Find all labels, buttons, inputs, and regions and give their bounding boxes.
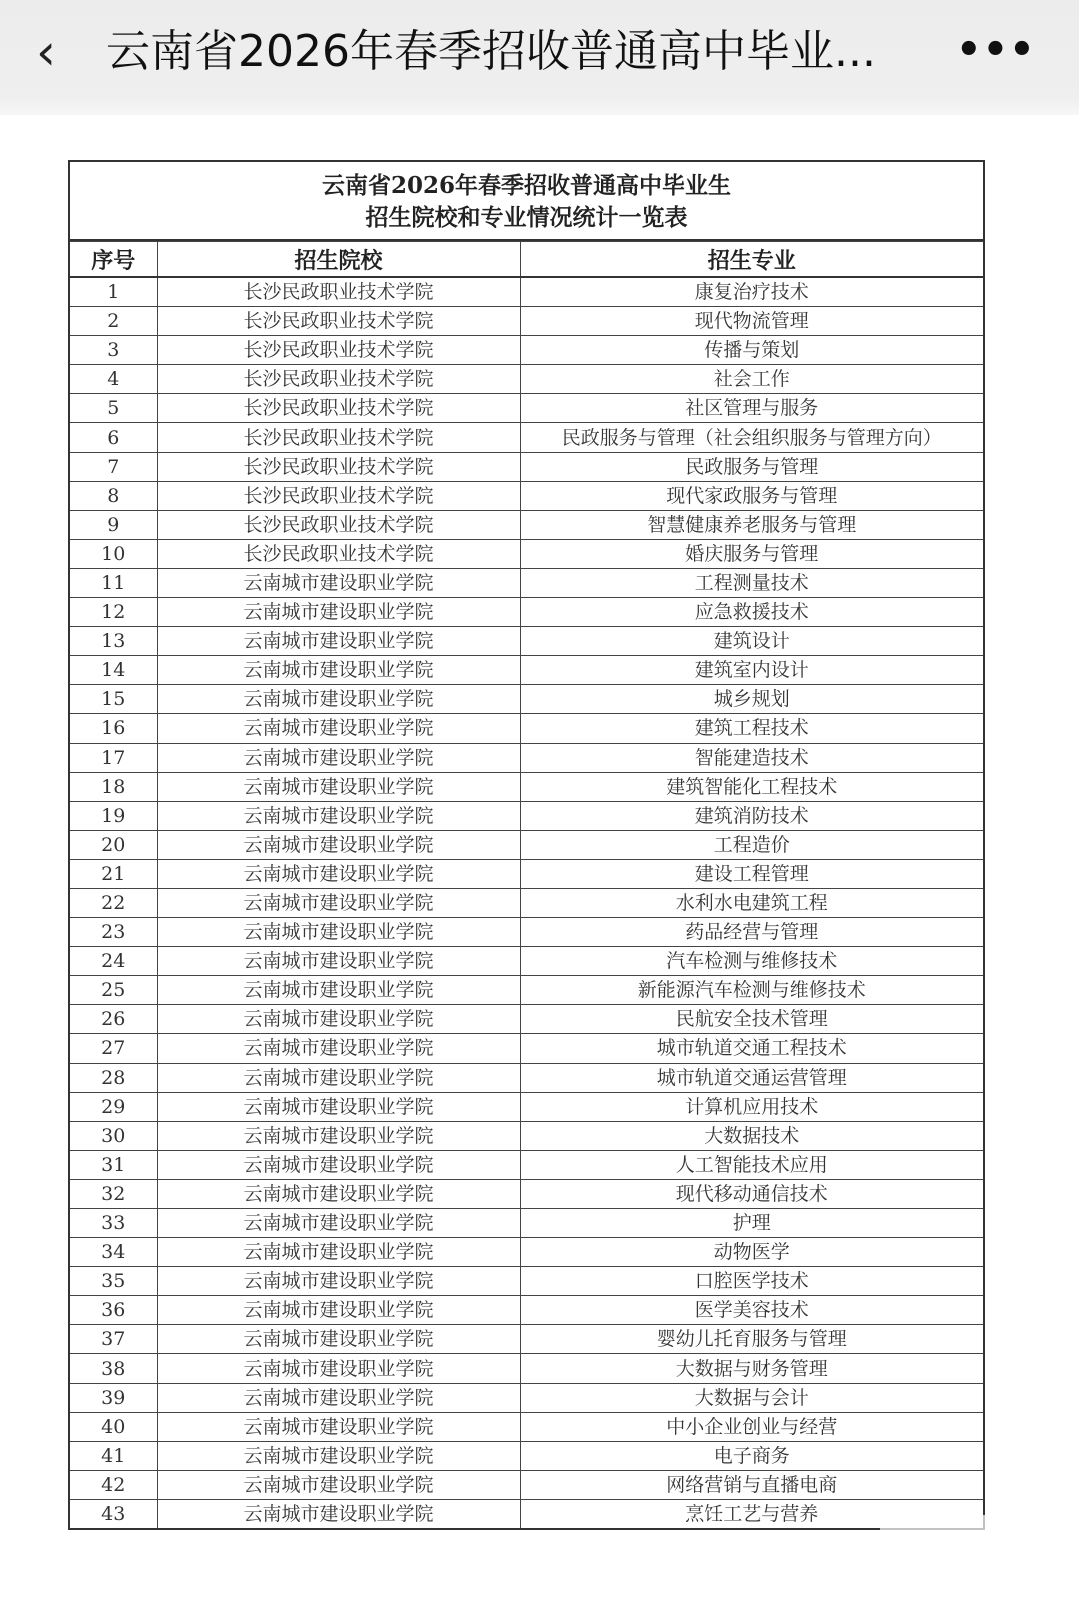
cell-index: 24 — [70, 947, 157, 976]
cell-major: 现代物流管理 — [520, 307, 983, 336]
cell-major: 智能建造技术 — [520, 743, 983, 772]
table-row — [70, 1412, 983, 1441]
caption-line-2: 招生院校和专业情况统计一览表 — [365, 204, 688, 231]
cell-major: 动物医学 — [520, 1238, 983, 1267]
cell-index: 2 — [70, 307, 157, 336]
cell-school: 云南城市建设职业学院 — [157, 1121, 520, 1150]
cell-index: 36 — [70, 1296, 157, 1325]
table-row — [70, 336, 983, 365]
cell-major: 民政服务与管理 — [520, 452, 983, 481]
cell-major: 婴幼儿托育服务与管理 — [520, 1325, 983, 1354]
cell-index: 40 — [70, 1412, 157, 1441]
cell-index: 43 — [70, 1499, 157, 1528]
cell-school: 长沙民政职业技术学院 — [157, 452, 520, 481]
table-row — [70, 1121, 983, 1150]
cell-school: 云南城市建设职业学院 — [157, 1150, 520, 1179]
cell-index: 25 — [70, 976, 157, 1005]
cell-major: 民政服务与管理（社会组织服务与管理方向） — [520, 423, 983, 452]
table-row — [70, 1179, 983, 1208]
table-row — [70, 947, 983, 976]
cell-school: 云南城市建设职业学院 — [157, 1179, 520, 1208]
table-row — [70, 423, 983, 452]
cell-major: 大数据与会计 — [520, 1383, 983, 1412]
cell-major: 烹饪工艺与营养 — [520, 1499, 983, 1528]
cell-major: 现代移动通信技术 — [520, 1179, 983, 1208]
table-row — [70, 976, 983, 1005]
cell-school: 云南城市建设职业学院 — [157, 627, 520, 656]
cell-major: 口腔医学技术 — [520, 1267, 983, 1296]
table-row — [70, 801, 983, 830]
cell-school: 云南城市建设职业学院 — [157, 1092, 520, 1121]
cell-school: 云南城市建设职业学院 — [157, 888, 520, 917]
table-row — [70, 714, 983, 743]
table-row — [70, 1063, 983, 1092]
cell-major: 应急救援技术 — [520, 598, 983, 627]
top-navigation-bar — [0, 0, 1079, 115]
cell-school: 云南城市建设职业学院 — [157, 1034, 520, 1063]
cell-school: 长沙民政职业技术学院 — [157, 394, 520, 423]
cell-school: 云南城市建设职业学院 — [157, 1267, 520, 1296]
cell-school: 云南城市建设职业学院 — [157, 1209, 520, 1238]
table-row — [70, 1238, 983, 1267]
cell-school: 云南城市建设职业学院 — [157, 830, 520, 859]
table-row — [70, 685, 983, 714]
cell-school: 长沙民政职业技术学院 — [157, 307, 520, 336]
cell-school: 云南城市建设职业学院 — [157, 1354, 520, 1383]
watermark-overlay — [880, 1515, 1030, 1545]
cell-index: 37 — [70, 1325, 157, 1354]
table-row — [70, 1499, 983, 1528]
header-school: 招生院校 — [157, 242, 520, 278]
cell-major: 现代家政服务与管理 — [520, 481, 983, 510]
cell-index: 38 — [70, 1354, 157, 1383]
cell-major: 建设工程管理 — [520, 859, 983, 888]
cell-major: 建筑智能化工程技术 — [520, 772, 983, 801]
table-row — [70, 452, 983, 481]
cell-school: 长沙民政职业技术学院 — [157, 510, 520, 539]
table-row — [70, 539, 983, 568]
cell-school: 云南城市建设职业学院 — [157, 1383, 520, 1412]
cell-index: 7 — [70, 452, 157, 481]
cell-school: 云南城市建设职业学院 — [157, 1296, 520, 1325]
table-row — [70, 743, 983, 772]
table-row — [70, 365, 983, 394]
cell-major: 电子商务 — [520, 1441, 983, 1470]
cell-school: 云南城市建设职业学院 — [157, 1325, 520, 1354]
cell-index: 29 — [70, 1092, 157, 1121]
table-row — [70, 830, 983, 859]
cell-school: 云南城市建设职业学院 — [157, 656, 520, 685]
table-row — [70, 1383, 983, 1412]
caption-line-1: 云南省2026年春季招收普通高中毕业生 — [321, 172, 731, 199]
table-row — [70, 307, 983, 336]
table-row — [70, 1470, 983, 1499]
enrollment-table — [68, 160, 985, 1530]
cell-major: 民航安全技术管理 — [520, 1005, 983, 1034]
cell-school: 云南城市建设职业学院 — [157, 801, 520, 830]
cell-school: 长沙民政职业技术学院 — [157, 336, 520, 365]
cell-major: 新能源汽车检测与维修技术 — [520, 976, 983, 1005]
table-row — [70, 1209, 983, 1238]
cell-major: 城市轨道交通运营管理 — [520, 1063, 983, 1092]
table-row — [70, 888, 983, 917]
header-index: 序号 — [70, 242, 157, 278]
cell-major: 护理 — [520, 1209, 983, 1238]
table-row — [70, 277, 983, 307]
cell-major: 建筑消防技术 — [520, 801, 983, 830]
header-major: 招生专业 — [520, 242, 983, 278]
cell-major: 建筑室内设计 — [520, 656, 983, 685]
table-row — [70, 510, 983, 539]
cell-index: 15 — [70, 685, 157, 714]
cell-index: 5 — [70, 394, 157, 423]
table-row — [70, 1325, 983, 1354]
cell-major: 汽车检测与维修技术 — [520, 947, 983, 976]
cell-index: 3 — [70, 336, 157, 365]
cell-index: 35 — [70, 1267, 157, 1296]
table-row — [70, 394, 983, 423]
cell-index: 28 — [70, 1063, 157, 1092]
cell-index: 18 — [70, 772, 157, 801]
cell-school: 云南城市建设职业学院 — [157, 1499, 520, 1528]
cell-index: 11 — [70, 568, 157, 597]
cell-major: 中小企业创业与经营 — [520, 1412, 983, 1441]
cell-major: 药品经营与管理 — [520, 918, 983, 947]
table-row — [70, 1150, 983, 1179]
table-row — [70, 1441, 983, 1470]
cell-school: 云南城市建设职业学院 — [157, 685, 520, 714]
table-row — [70, 568, 983, 597]
cell-major: 康复治疗技术 — [520, 277, 983, 307]
cell-school: 长沙民政职业技术学院 — [157, 481, 520, 510]
cell-major: 城市轨道交通工程技术 — [520, 1034, 983, 1063]
cell-major: 社区管理与服务 — [520, 394, 983, 423]
cell-index: 16 — [70, 714, 157, 743]
table-row — [70, 859, 983, 888]
cell-index: 22 — [70, 888, 157, 917]
cell-index: 33 — [70, 1209, 157, 1238]
cell-index: 42 — [70, 1470, 157, 1499]
cell-school: 云南城市建设职业学院 — [157, 1238, 520, 1267]
cell-index: 8 — [70, 481, 157, 510]
cell-school: 长沙民政职业技术学院 — [157, 277, 520, 307]
cell-major: 工程造价 — [520, 830, 983, 859]
cell-school: 云南城市建设职业学院 — [157, 772, 520, 801]
table-row — [70, 772, 983, 801]
cell-major: 传播与策划 — [520, 336, 983, 365]
cell-major: 网络营销与直播电商 — [520, 1470, 983, 1499]
cell-school: 长沙民政职业技术学院 — [157, 423, 520, 452]
table-row — [70, 1005, 983, 1034]
cell-school: 云南城市建设职业学院 — [157, 918, 520, 947]
cell-major: 医学美容技术 — [520, 1296, 983, 1325]
cell-index: 39 — [70, 1383, 157, 1412]
cell-school: 云南城市建设职业学院 — [157, 1441, 520, 1470]
cell-school: 云南城市建设职业学院 — [157, 1063, 520, 1092]
cell-major: 水利水电建筑工程 — [520, 888, 983, 917]
table-row — [70, 918, 983, 947]
table-row — [70, 627, 983, 656]
table-row — [70, 656, 983, 685]
cell-school: 云南城市建设职业学院 — [157, 1005, 520, 1034]
back-icon[interactable]: ‹ — [36, 23, 56, 81]
cell-school: 长沙民政职业技术学院 — [157, 365, 520, 394]
cell-index: 30 — [70, 1121, 157, 1150]
table-body — [70, 277, 983, 1528]
cell-major: 建筑工程技术 — [520, 714, 983, 743]
cell-index: 6 — [70, 423, 157, 452]
cell-index: 23 — [70, 918, 157, 947]
cell-major: 大数据与财务管理 — [520, 1354, 983, 1383]
table-row — [70, 1267, 983, 1296]
cell-major: 人工智能技术应用 — [520, 1150, 983, 1179]
cell-index: 32 — [70, 1179, 157, 1208]
cell-school: 云南城市建设职业学院 — [157, 743, 520, 772]
cell-major: 社会工作 — [520, 365, 983, 394]
cell-index: 34 — [70, 1238, 157, 1267]
cell-school: 云南城市建设职业学院 — [157, 1470, 520, 1499]
cell-school: 云南城市建设职业学院 — [157, 947, 520, 976]
cell-major: 城乡规划 — [520, 685, 983, 714]
cell-school: 云南城市建设职业学院 — [157, 714, 520, 743]
table-header-row — [70, 242, 983, 278]
cell-index: 10 — [70, 539, 157, 568]
table-row — [70, 1296, 983, 1325]
table-row — [70, 1034, 983, 1063]
cell-index: 1 — [70, 277, 157, 307]
cell-school: 云南城市建设职业学院 — [157, 859, 520, 888]
cell-major: 工程测量技术 — [520, 568, 983, 597]
table-row — [70, 481, 983, 510]
cell-index: 41 — [70, 1441, 157, 1470]
cell-index: 17 — [70, 743, 157, 772]
table-row — [70, 1092, 983, 1121]
cell-index: 31 — [70, 1150, 157, 1179]
cell-school: 云南城市建设职业学院 — [157, 568, 520, 597]
page-title: 云南省2026年春季招收普通高中毕业... — [106, 26, 876, 77]
cell-major: 大数据技术 — [520, 1121, 983, 1150]
cell-major: 计算机应用技术 — [520, 1092, 983, 1121]
cell-index: 9 — [70, 510, 157, 539]
cell-index: 19 — [70, 801, 157, 830]
cell-index: 27 — [70, 1034, 157, 1063]
table-row — [70, 1354, 983, 1383]
cell-index: 4 — [70, 365, 157, 394]
cell-index: 26 — [70, 1005, 157, 1034]
cell-index: 13 — [70, 627, 157, 656]
cell-index: 12 — [70, 598, 157, 627]
cell-school: 云南城市建设职业学院 — [157, 976, 520, 1005]
cell-school: 云南城市建设职业学院 — [157, 598, 520, 627]
cell-school: 云南城市建设职业学院 — [157, 1412, 520, 1441]
cell-index: 14 — [70, 656, 157, 685]
cell-major: 婚庆服务与管理 — [520, 539, 983, 568]
cell-major: 智慧健康养老服务与管理 — [520, 510, 983, 539]
cell-school: 长沙民政职业技术学院 — [157, 539, 520, 568]
table-row — [70, 598, 983, 627]
cell-index: 20 — [70, 830, 157, 859]
cell-index: 21 — [70, 859, 157, 888]
cell-major: 建筑设计 — [520, 627, 983, 656]
table-caption — [70, 162, 983, 241]
more-options-icon[interactable]: ••• — [956, 27, 1036, 73]
